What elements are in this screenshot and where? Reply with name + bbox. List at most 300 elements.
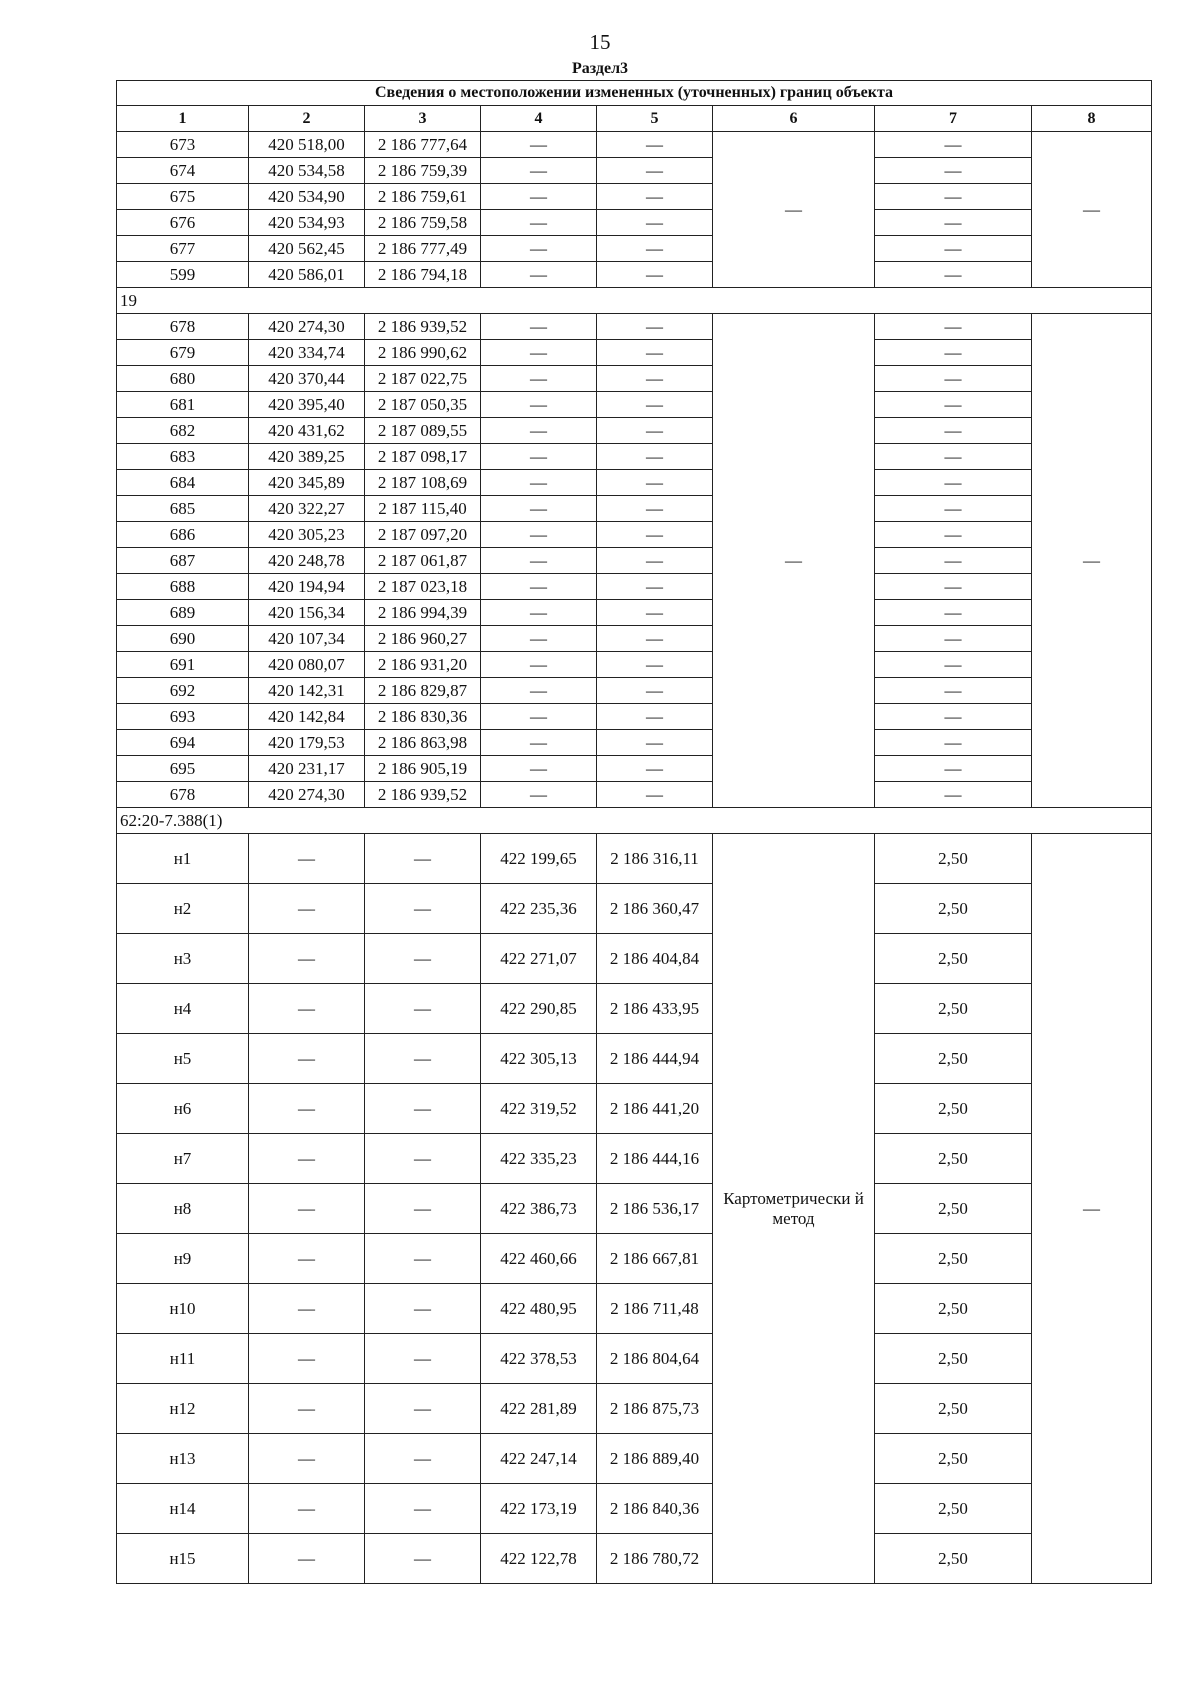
cell-c4: 422 305,13 [481, 1034, 597, 1084]
cell-c3: 2 186 905,19 [365, 756, 481, 782]
cell-c3: 2 187 061,87 [365, 548, 481, 574]
cell-c3: 2 186 990,62 [365, 340, 481, 366]
cell-c3: — [365, 1384, 481, 1434]
cell-c5: 2 186 444,94 [597, 1034, 713, 1084]
cell-c4: — [481, 678, 597, 704]
cell-c3: 2 186 759,39 [365, 158, 481, 184]
cell-c7: — [875, 340, 1032, 366]
cell-c2: 420 431,62 [249, 418, 365, 444]
table-row [117, 934, 1152, 984]
table-row [117, 756, 1152, 782]
cell-c7: 2,50 [875, 1284, 1032, 1334]
cell-c5: 2 186 433,95 [597, 984, 713, 1034]
cell-c2: — [249, 1434, 365, 1484]
cell-c1: н3 [117, 934, 249, 984]
cell-c3: 2 186 759,61 [365, 184, 481, 210]
cell-c4: — [481, 496, 597, 522]
cell-c4: — [481, 704, 597, 730]
cell-c5: — [597, 470, 713, 496]
cell-c2: 420 231,17 [249, 756, 365, 782]
cell-c2: — [249, 984, 365, 1034]
cell-c2: 420 534,90 [249, 184, 365, 210]
cell-c5: — [597, 678, 713, 704]
cell-c4: 422 281,89 [481, 1384, 597, 1434]
table-caption: Сведения о местоположении измененных (уточненных) границ объекта [117, 81, 1152, 106]
cell-c5: 2 186 444,16 [597, 1134, 713, 1184]
cell-c7: — [875, 262, 1032, 288]
cell-c1: 688 [117, 574, 249, 600]
cell-c2: — [249, 1384, 365, 1434]
cell-c5: — [597, 210, 713, 236]
cell-c3: — [365, 984, 481, 1034]
table-row [117, 1534, 1152, 1584]
cell-c2: 420 080,07 [249, 652, 365, 678]
cell-c1: 673 [117, 132, 249, 158]
table-row [117, 236, 1152, 262]
cell-c2: 420 345,89 [249, 470, 365, 496]
cell-c3: — [365, 884, 481, 934]
cell-c2: 420 389,25 [249, 444, 365, 470]
cell-c7: 2,50 [875, 1434, 1032, 1484]
cell-c1: н12 [117, 1384, 249, 1434]
cell-c1: н11 [117, 1334, 249, 1384]
cell-c4: — [481, 444, 597, 470]
cell-c3: — [365, 1434, 481, 1484]
cell-c3: 2 186 777,64 [365, 132, 481, 158]
cell-c5: — [597, 418, 713, 444]
cell-c2: 420 142,84 [249, 704, 365, 730]
cell-c7: — [875, 574, 1032, 600]
cell-c1: 691 [117, 652, 249, 678]
cell-c6-merged: — [713, 314, 875, 808]
table-row [117, 1434, 1152, 1484]
cell-c5: — [597, 340, 713, 366]
boundary-coordinates-table [116, 80, 1152, 1584]
cell-c3: 2 186 829,87 [365, 678, 481, 704]
cell-c7: 2,50 [875, 884, 1032, 934]
cell-c1: 686 [117, 522, 249, 548]
cell-c5: — [597, 626, 713, 652]
cell-c4: 422 319,52 [481, 1084, 597, 1134]
cell-c2: — [249, 884, 365, 934]
cell-c3: 2 186 960,27 [365, 626, 481, 652]
cell-c4: — [481, 756, 597, 782]
cell-c1: 689 [117, 600, 249, 626]
table-row [117, 1134, 1152, 1184]
cell-c4: — [481, 522, 597, 548]
table-row [117, 704, 1152, 730]
cell-c4: — [481, 366, 597, 392]
cell-c5: 2 186 711,48 [597, 1284, 713, 1334]
cell-c1: 693 [117, 704, 249, 730]
cell-c3: 2 187 097,20 [365, 522, 481, 548]
cell-c4: — [481, 158, 597, 184]
cell-c3: 2 187 050,35 [365, 392, 481, 418]
column-header: 1 [117, 106, 249, 132]
cell-c2: — [249, 1484, 365, 1534]
cell-c1: н8 [117, 1184, 249, 1234]
cell-c3: — [365, 934, 481, 984]
table-row [117, 678, 1152, 704]
cell-c7: — [875, 496, 1032, 522]
cell-c5: — [597, 262, 713, 288]
cell-c4: — [481, 626, 597, 652]
cell-c7: — [875, 600, 1032, 626]
group-label: 62:20-7.388(1) [117, 808, 1152, 834]
cell-c3: — [365, 1134, 481, 1184]
table-row [117, 314, 1152, 340]
cell-c2: 420 179,53 [249, 730, 365, 756]
table-row [117, 1284, 1152, 1334]
cell-c4: 422 378,53 [481, 1334, 597, 1384]
group-label: 19 [117, 288, 1152, 314]
cell-c4: — [481, 574, 597, 600]
cell-c5: — [597, 314, 713, 340]
cell-c2: 420 322,27 [249, 496, 365, 522]
cell-c5: 2 186 441,20 [597, 1084, 713, 1134]
cell-c1: 679 [117, 340, 249, 366]
cell-c7: — [875, 418, 1032, 444]
table-row [117, 340, 1152, 366]
cell-c1: н7 [117, 1134, 249, 1184]
cell-c7: — [875, 392, 1032, 418]
cell-c5: 2 186 840,36 [597, 1484, 713, 1534]
cell-c1: 690 [117, 626, 249, 652]
cell-c7: 2,50 [875, 984, 1032, 1034]
cell-c3: 2 187 108,69 [365, 470, 481, 496]
cell-c1: 676 [117, 210, 249, 236]
cell-c2: 420 274,30 [249, 782, 365, 808]
cell-c4: 422 480,95 [481, 1284, 597, 1334]
cell-c2: 420 305,23 [249, 522, 365, 548]
cell-c5: — [597, 132, 713, 158]
cell-c3: 2 187 023,18 [365, 574, 481, 600]
cell-c3: — [365, 1484, 481, 1534]
cell-c1: 677 [117, 236, 249, 262]
table-row [117, 574, 1152, 600]
cell-c7: — [875, 626, 1032, 652]
cell-c3: 2 186 939,52 [365, 314, 481, 340]
cell-c3: — [365, 1334, 481, 1384]
cell-c7: — [875, 184, 1032, 210]
cell-c4: 422 386,73 [481, 1184, 597, 1234]
cell-c4: — [481, 548, 597, 574]
cell-c6-merged: — [713, 132, 875, 288]
cell-c2: 420 586,01 [249, 262, 365, 288]
cell-c5: 2 186 404,84 [597, 934, 713, 984]
cell-c3: 2 186 777,49 [365, 236, 481, 262]
cell-c2: 420 274,30 [249, 314, 365, 340]
cell-c2: 420 395,40 [249, 392, 365, 418]
cell-c5: — [597, 782, 713, 808]
cell-c5: — [597, 704, 713, 730]
cell-c7: — [875, 366, 1032, 392]
table-row [117, 522, 1152, 548]
cell-c4: — [481, 418, 597, 444]
cell-c1: 678 [117, 782, 249, 808]
table-row [117, 1084, 1152, 1134]
cell-c2: — [249, 1084, 365, 1134]
cell-c6-merged: Картометрически й метод [713, 834, 875, 1584]
cell-c7: 2,50 [875, 1084, 1032, 1134]
column-header: 6 [713, 106, 875, 132]
cell-c5: — [597, 496, 713, 522]
table-row [117, 834, 1152, 884]
cell-c2: — [249, 1334, 365, 1384]
cell-c7: 2,50 [875, 1234, 1032, 1284]
cell-c1: н2 [117, 884, 249, 934]
cell-c1: 683 [117, 444, 249, 470]
cell-c4: — [481, 262, 597, 288]
section-title: Раздел3 [571, 60, 629, 77]
table-body [117, 132, 1152, 1584]
cell-c1: н5 [117, 1034, 249, 1084]
cell-c5: 2 186 316,11 [597, 834, 713, 884]
cell-c5: — [597, 652, 713, 678]
table-row [117, 1484, 1152, 1534]
cell-c4: 422 460,66 [481, 1234, 597, 1284]
cell-c4: — [481, 314, 597, 340]
cell-c1: 680 [117, 366, 249, 392]
cell-c5: 2 186 780,72 [597, 1534, 713, 1584]
table-row [117, 444, 1152, 470]
cell-c1: н4 [117, 984, 249, 1034]
table-row [117, 392, 1152, 418]
cell-c2: 420 107,34 [249, 626, 365, 652]
cell-c5: 2 186 667,81 [597, 1234, 713, 1284]
cell-c3: — [365, 1534, 481, 1584]
group-label-row [117, 288, 1152, 314]
cell-c3: 2 187 089,55 [365, 418, 481, 444]
table-row [117, 730, 1152, 756]
cell-c5: — [597, 236, 713, 262]
cell-c4: — [481, 184, 597, 210]
cell-c7: — [875, 444, 1032, 470]
cell-c5: — [597, 444, 713, 470]
cell-c3: 2 186 939,52 [365, 782, 481, 808]
cell-c7: 2,50 [875, 1184, 1032, 1234]
cell-c1: 599 [117, 262, 249, 288]
cell-c2: 420 370,44 [249, 366, 365, 392]
column-header: 4 [481, 106, 597, 132]
table-row [117, 496, 1152, 522]
cell-c2: — [249, 834, 365, 884]
cell-c5: — [597, 158, 713, 184]
cell-c3: 2 186 759,58 [365, 210, 481, 236]
table-row [117, 418, 1152, 444]
cell-c4: — [481, 652, 597, 678]
cell-c5: 2 186 536,17 [597, 1184, 713, 1234]
cell-c1: н9 [117, 1234, 249, 1284]
cell-c5: — [597, 366, 713, 392]
cell-c1: 685 [117, 496, 249, 522]
cell-c3: 2 187 115,40 [365, 496, 481, 522]
cell-c1: н14 [117, 1484, 249, 1534]
cell-c4: 422 235,36 [481, 884, 597, 934]
cell-c2: — [249, 1134, 365, 1184]
cell-c4: — [481, 782, 597, 808]
cell-c5: 2 186 889,40 [597, 1434, 713, 1484]
cell-c5: — [597, 600, 713, 626]
cell-c4: — [481, 340, 597, 366]
cell-c3: 2 187 022,75 [365, 366, 481, 392]
table-row [117, 366, 1152, 392]
cell-c4: — [481, 730, 597, 756]
cell-c4: — [481, 210, 597, 236]
table-row [117, 984, 1152, 1034]
cell-c7: — [875, 158, 1032, 184]
cell-c1: 681 [117, 392, 249, 418]
cell-c7: 2,50 [875, 1034, 1032, 1084]
cell-c4: 422 335,23 [481, 1134, 597, 1184]
cell-c3: 2 186 931,20 [365, 652, 481, 678]
cell-c7: — [875, 132, 1032, 158]
table-row [117, 652, 1152, 678]
cell-c5: 2 186 875,73 [597, 1384, 713, 1434]
cell-c7: 2,50 [875, 934, 1032, 984]
cell-c4: — [481, 392, 597, 418]
cell-c3: 2 186 994,39 [365, 600, 481, 626]
cell-c7: 2,50 [875, 1134, 1032, 1184]
cell-c5: — [597, 548, 713, 574]
column-header: 8 [1032, 106, 1152, 132]
cell-c1: 687 [117, 548, 249, 574]
cell-c7: — [875, 210, 1032, 236]
table-row [117, 600, 1152, 626]
cell-c4: 422 247,14 [481, 1434, 597, 1484]
cell-c1: 684 [117, 470, 249, 496]
cell-c5: 2 186 360,47 [597, 884, 713, 934]
cell-c5: — [597, 756, 713, 782]
table-row [117, 210, 1152, 236]
cell-c7: — [875, 678, 1032, 704]
cell-c5: — [597, 574, 713, 600]
cell-c4: 422 173,19 [481, 1484, 597, 1534]
table-row [117, 1234, 1152, 1284]
cell-c5: — [597, 392, 713, 418]
cell-c1: 674 [117, 158, 249, 184]
cell-c7: — [875, 470, 1032, 496]
cell-c4: — [481, 132, 597, 158]
cell-c4: 422 290,85 [481, 984, 597, 1034]
table-row [117, 1384, 1152, 1434]
cell-c3: — [365, 1234, 481, 1284]
cell-c7: 2,50 [875, 1534, 1032, 1584]
cell-c7: — [875, 756, 1032, 782]
cell-c1: 694 [117, 730, 249, 756]
cell-c2: 420 534,58 [249, 158, 365, 184]
cell-c2: — [249, 1184, 365, 1234]
cell-c4: 422 122,78 [481, 1534, 597, 1584]
table-row [117, 626, 1152, 652]
cell-c7: — [875, 652, 1032, 678]
table-row [117, 782, 1152, 808]
cell-c3: — [365, 834, 481, 884]
cell-c7: — [875, 704, 1032, 730]
cell-c2: 420 334,74 [249, 340, 365, 366]
column-header: 2 [249, 106, 365, 132]
cell-c1: 675 [117, 184, 249, 210]
cell-c1: 692 [117, 678, 249, 704]
cell-c1: н13 [117, 1434, 249, 1484]
cell-c3: — [365, 1184, 481, 1234]
cell-c7: — [875, 522, 1032, 548]
cell-c4: — [481, 236, 597, 262]
cell-c3: — [365, 1084, 481, 1134]
table-row [117, 548, 1152, 574]
table-row [117, 1184, 1152, 1234]
cell-c2: 420 194,94 [249, 574, 365, 600]
cell-c8-merged: — [1032, 314, 1152, 808]
cell-c8-merged: — [1032, 132, 1152, 288]
cell-c3: — [365, 1284, 481, 1334]
table-row [117, 184, 1152, 210]
cell-c1: 678 [117, 314, 249, 340]
table-row [117, 262, 1152, 288]
cell-c7: — [875, 782, 1032, 808]
cell-c2: 420 156,34 [249, 600, 365, 626]
cell-c1: н15 [117, 1534, 249, 1584]
table-row [117, 884, 1152, 934]
cell-c4: 422 271,07 [481, 934, 597, 984]
table-row [117, 132, 1152, 158]
cell-c2: — [249, 1284, 365, 1334]
page-number: 15 [589, 30, 611, 54]
cell-c1: н10 [117, 1284, 249, 1334]
cell-c2: 420 518,00 [249, 132, 365, 158]
cell-c2: — [249, 934, 365, 984]
cell-c5: — [597, 522, 713, 548]
cell-c3: 2 186 794,18 [365, 262, 481, 288]
cell-c4: — [481, 470, 597, 496]
cell-c4: — [481, 600, 597, 626]
cell-c2: 420 248,78 [249, 548, 365, 574]
cell-c2: 420 142,31 [249, 678, 365, 704]
cell-c7: — [875, 236, 1032, 262]
cell-c5: — [597, 184, 713, 210]
cell-c7: — [875, 548, 1032, 574]
cell-c7: 2,50 [875, 1384, 1032, 1434]
cell-c1: 695 [117, 756, 249, 782]
column-header: 3 [365, 106, 481, 132]
cell-c1: н6 [117, 1084, 249, 1134]
column-header: 5 [597, 106, 713, 132]
table-row [117, 470, 1152, 496]
cell-c1: н1 [117, 834, 249, 884]
table-row [117, 158, 1152, 184]
cell-c5: — [597, 730, 713, 756]
cell-c7: 2,50 [875, 1334, 1032, 1384]
table-row [117, 1034, 1152, 1084]
cell-c3: 2 186 863,98 [365, 730, 481, 756]
cell-c1: 682 [117, 418, 249, 444]
cell-c2: — [249, 1034, 365, 1084]
cell-c2: — [249, 1534, 365, 1584]
cell-c2: 420 534,93 [249, 210, 365, 236]
cell-c2: 420 562,45 [249, 236, 365, 262]
cell-c3: — [365, 1034, 481, 1084]
column-header-row [117, 106, 1152, 132]
cell-c8-merged: — [1032, 834, 1152, 1584]
cell-c4: 422 199,65 [481, 834, 597, 884]
column-header: 7 [875, 106, 1032, 132]
cell-c7: — [875, 314, 1032, 340]
cell-c2: — [249, 1234, 365, 1284]
group-label-row [117, 808, 1152, 834]
table-row [117, 1334, 1152, 1384]
cell-c3: 2 187 098,17 [365, 444, 481, 470]
cell-c5: 2 186 804,64 [597, 1334, 713, 1384]
